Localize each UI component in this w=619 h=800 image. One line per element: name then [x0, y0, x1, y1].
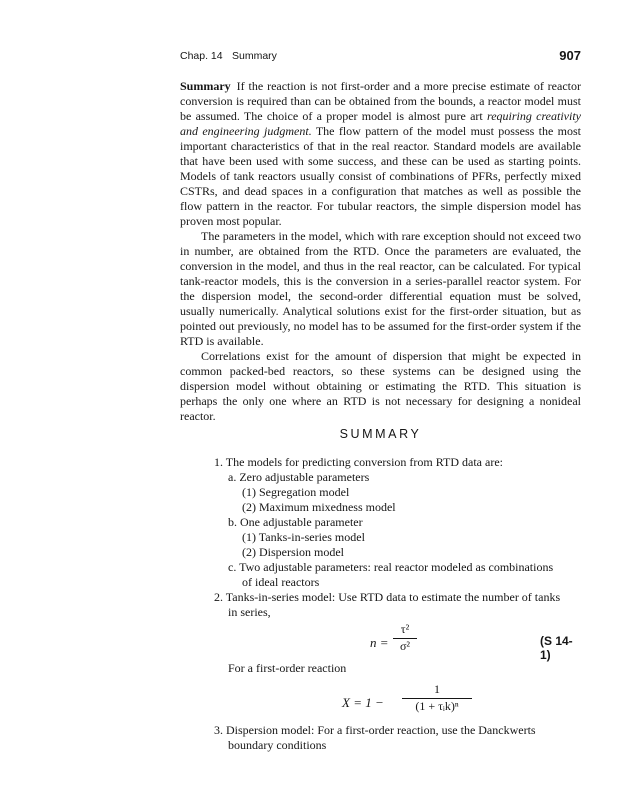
paragraph-1-text-b: The flow pattern of the model must possess the most important characteristics of that in the real reactor. Standard models are available that have been used with some success, and these can be used as starting points. Models of tank reactors usually consist of combinations of PFRs, perfectly mixed CSTRs, and dead spaces in a configuration that matches as well as possible the flow pattern in the reactor. For tubular reactors, the simple dispersion model has proven most popular.: [180, 124, 581, 228]
page-number: 907: [559, 48, 581, 63]
first-order-label: For a first-order reaction: [228, 661, 347, 675]
equation-1-tag: (S 14-1): [540, 634, 573, 662]
running-header: [180, 50, 581, 68]
equation-2-lhs: X = 1 −: [342, 695, 384, 710]
equation-2-fraction: [402, 682, 472, 715]
summary-item-1b: b. One adjustable parameter: [228, 515, 363, 529]
paragraph-3: Correlations exist for the amount of dispersion that might be expected in common packed-bed reactors, so these systems can be designed using the dispersion model without obtaining or estimating the RTD. This situation is perhaps the only one where an RTD is not necessary for designing a nonideal reactor.: [180, 349, 581, 423]
summary-item-1a-1: (1) Segregation model: [242, 485, 350, 499]
summary-item-1c: c. Two adjustable parameters: real reactor modeled as combinations: [228, 560, 554, 574]
equation-2-numerator: 1: [434, 682, 440, 696]
paragraph-1-italic: requiring creativity and engineering judgment.: [180, 109, 581, 138]
paragraph-1: [180, 79, 581, 229]
summary-list: [180, 455, 581, 620]
summary-item-3-block: [180, 723, 581, 753]
equation-s14-1: [180, 622, 581, 662]
summary-item-1b-1: (1) Tanks-in-series model: [242, 530, 365, 544]
paragraph-2: The parameters in the model, which with rare exception should not exceed two in number, are obtained from the RTD. Once the parameters are evaluated, the conversion in the model, and thus in the real reactor, can be calculated. For typical tank-reactor models, this is the conversion in a series-parallel reactor system. For the dispersion model, the second-order differential equation must be solved, usually numerically. Analytical solutions exist for the first-order situation, but as pointed out previously, no model has to be assumed for the first-order system if the RTD is available.: [180, 229, 581, 348]
equation-2-denominator: (1 + τᵢk)ⁿ: [415, 699, 459, 713]
summary-item-2: 2. Tanks-in-series model: Use RTD data to estimate the number of tanks: [214, 590, 561, 604]
summary-item-1a: a. Zero adjustable parameters: [228, 470, 370, 484]
chapter-label: Chap. 14: [180, 50, 223, 62]
summary-item-2-cont: in series,: [228, 605, 271, 619]
body-text: [180, 79, 581, 424]
summary-item-3: 3. Dispersion model: For a first-order reaction, use the Danckwerts: [214, 723, 536, 737]
equation-conversion: [180, 682, 581, 722]
summary-item-3-cont: boundary conditions: [228, 738, 327, 752]
equation-1-lhs: n =: [370, 635, 389, 650]
equation-1-fraction: [393, 622, 417, 655]
run-in-heading: Summary: [180, 79, 231, 93]
section-title: Summary: [232, 50, 277, 62]
equation-1-denominator: σ²: [399, 639, 411, 653]
summary-item-1: 1. The models for predicting conversion from RTD data are:: [214, 455, 503, 469]
paragraph-1-text-a: If the reaction is not first-order and a more precise estimate of reactor conversion is required than can be obtained from the bounds, a reactor model must be assumed. The choice of a proper model is almost pure art: [180, 79, 581, 123]
equation-1-numerator: τ²: [400, 622, 410, 636]
summary-item-1b-2: (2) Dispersion model: [242, 545, 344, 559]
summary-item-1c-cont: of ideal reactors: [242, 575, 320, 589]
summary-item-1a-2: (2) Maximum mixedness model: [242, 500, 396, 514]
summary-heading: SUMMARY: [339, 427, 422, 441]
